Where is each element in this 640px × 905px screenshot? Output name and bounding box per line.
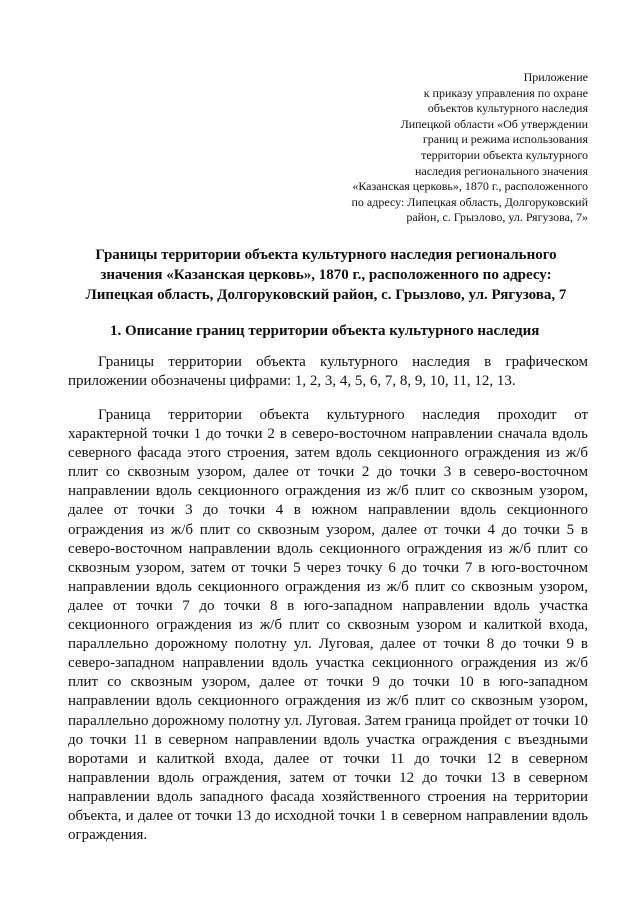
appendix-line: «Казанская церковь», 1870 г., расположенного xyxy=(352,179,588,194)
title-line: значения «Казанская церковь», 1870 г., расположенного по адресу: xyxy=(100,267,552,283)
document-title xyxy=(62,245,590,305)
appendix-line: наследия регионального значения xyxy=(414,163,588,178)
appendix-line: к приказу управления по охране xyxy=(423,85,588,100)
appendix-line: по адресу: Липецкая область, Долгоруковский xyxy=(351,194,588,209)
appendix-line: Липецкой области «Об утверждении xyxy=(400,116,588,131)
section-heading: 1. Описание границ территории объекта культурного наследия xyxy=(110,323,540,339)
appendix-line: территории объекта культурного xyxy=(421,147,588,162)
body-paragraph-boundary-description: Граница территории объекта культурного наследия проходит от характерной точки 1 до точки 2 в северо-восточном направлении сначала вдоль северного фасада этого строения, затем вдоль секционного ограждения из ж/б плит со сквозным узором, далее от точки 2 до точки 3 в северо-восточном направлении вдоль секционного ограждения из ж/б плит со сквозным узором, далее от точки 3 до точки 4 в южном направлении вдоль секционного ограждения из ж/б плит со сквозным узором, далее от точки 4 до точки 5 в северо-восточном направлении вдоль секционного ограждения из ж/б плит со сквозным узором, затем от точки 5 через точку 6 до точки 7 в юго-восточном направлении вдоль секционного ограждения из ж/б плит со сквозным узором, далее от точки 7 до точки 8 в юго-западном направлении вдоль участка секционного ограждения из ж/б плит со сквозным узором и калиткой входа, параллельно дорожному полотну ул. Луговая, далее от точки 8 до точки 9 в северо-западном направлении вдоль участка секционного ограждения из ж/б плит со сквозным узором, далее от точки 9 до точки 10 в юго-западном направлении вдоль секционного ограждения из ж/б плит со сквозным узором, параллельно дорожному полотну ул. Луговая. Затем граница пройдет от точки 10 до точки 11 в северном направлении вдоль участка ограждения с въездными воротами и калиткой входа, далее от точки 11 до точки 12 в северном направлении вдоль ограждения, затем от точки 12 до точки 13 в северном направлении вдоль западного фасада хозяйственного строения на территории объекта, и далее от точки 13 до исходной точки 1 в северном направлении вдоль ограждения. xyxy=(68,407,588,844)
appendix-line: объектов культурного наследия xyxy=(427,101,588,116)
title-line: Липецкая область, Долгоруковский район, с. Грызлово, ул. Рягузова, 7 xyxy=(85,287,567,303)
appendix-note xyxy=(288,70,588,226)
appendix-line: границ и режима использования xyxy=(422,132,588,147)
appendix-line: Приложение xyxy=(523,70,588,84)
appendix-line: район, с. Грызлово, ул. Рягузова, 7» xyxy=(406,210,588,225)
title-line: Границы территории объекта культурного наследия регионального xyxy=(95,247,557,263)
body-paragraph-points: Границы территории объекта культурного наследия в графическом приложении обозначены цифрами: 1, 2, 3, 4, 5, 6, 7, 8, 9, 10, 11, 12, 13. xyxy=(68,354,588,390)
